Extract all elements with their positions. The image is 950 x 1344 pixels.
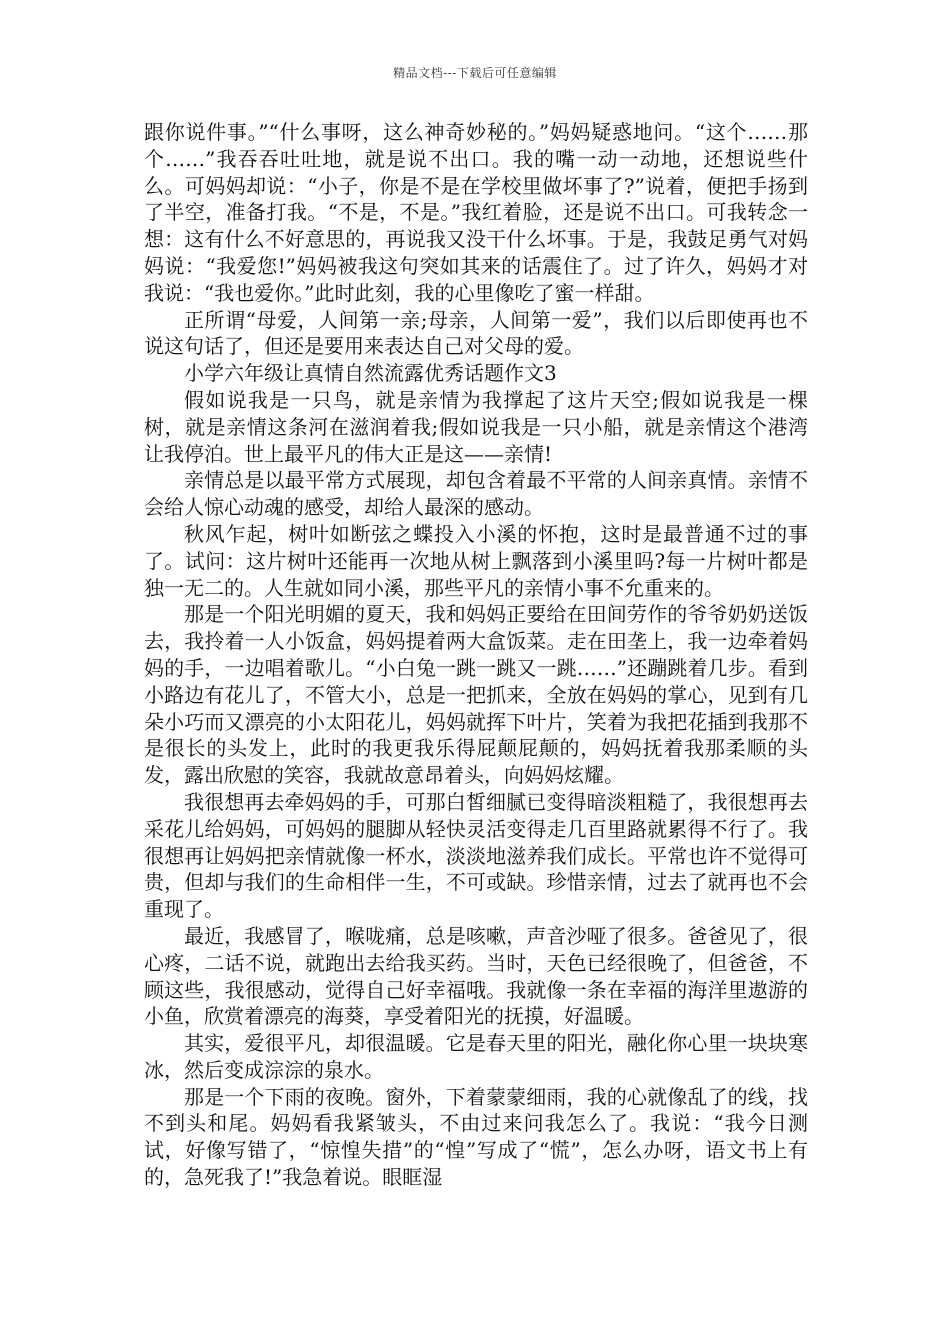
paragraph: 那是一个阳光明媚的夏天，我和妈妈正要给在田间劳作的爷爷奶奶送饭去，我拎着一人小饭盒，妈妈提着两大盒饭菜。走在田垄上，我一边牵着妈妈的手，一边唱着歌儿。“小白兔一跳一跳又一跳……”还蹦跳着几步。看到小路边有花儿了，不管大小，总是一把抓来，全放在妈妈的掌心，见到有几朵小巧而又漂亮的小太阳花儿，妈妈就挥下叶片，笑着为我把花插到我那不是很长的头发上，此时的我更我乐得屁颠屁颠的，妈妈抚着我那柔顺的头发，露出欣慰的笑容，我就故意昂着头，向妈妈炫耀。 bbox=[144, 602, 808, 788]
article-title: 小学六年级让真情自然流露优秀话题作文3 bbox=[184, 361, 557, 386]
paragraph: 那是一个下雨的夜晚。窗外，下着蒙蒙细雨，我的心就像乱了的线，找不到头和尾。妈妈看我紧皱头，不由过来问我怎么了。我说：“我今日测试，好像写错了，“惊惶失措”的“惶”写成了“慌”，怎么办呀，语文书上有的，急死我了!”我急着说。眼眶湿 bbox=[144, 1084, 808, 1190]
paragraph: 最近，我感冒了，喉咙痛，总是咳嗽，声音沙哑了很多。爸爸见了，很心疼，二话不说，就跑出去给我买药。当时，天色已经很晚了，但爸爸，不顾这些，我很感动，觉得自己好幸福哦。我就像一条在幸福的海洋里遨游的小鱼，欣赏着漂亮的海葵，享受着阳光的抚摸，好温暖。 bbox=[144, 923, 808, 1029]
paragraph: 我很想再去牵妈妈的手，可那白皙细腻已变得暗淡粗糙了，我很想再去采花儿给妈妈，可妈妈的腿脚从轻快灵活变得走几百里路就累得不行了。我很想再让妈妈把亲情就像一杯水，淡淡地滋养我们成长。平常也许不觉得可贵，但却与我们的生命相伴一生，不可或缺。珍惜亲情，过去了就再也不会重现了。 bbox=[144, 789, 808, 922]
paragraph: 跟你说件事。”“什么事呀，这么神奇妙秘的。”妈妈疑惑地问。“这个……那个……”我吞吞吐吐地，就是说不出口。我的嘴一动一动地，还想说些什么。可妈妈却说：“小子，你是不是在学校里做坏事了?”说着，便把手扬到了半空，准备打我。“不是，不是。”我红着脸，还是说不出口。可我转念一想：这有什么不好意思的，再说我又没干什么坏事。于是，我鼓足勇气对妈妈说：“我爱您!”妈妈被我这句突如其来的话震住了。过了许久，妈妈才对我说：“我也爱你。”此时此刻，我的心里像吃了蜜一样甜。 bbox=[144, 120, 808, 305]
paragraph: 正所谓“母爱，人间第一亲;母亲，人间第一爱”，我们以后即使再也不说这句话了，但还是要用来表达自己对父母的爱。 bbox=[144, 307, 808, 359]
paragraph: 秋风乍起，树叶如断弦之蝶投入小溪的怀抱，这时是最普通不过的事了。试问：这片树叶还能再一次地从树上飘落到小溪里吗?每一片树叶都是独一无二的。人生就如同小溪，那些平凡的亲情小事不允重来的。 bbox=[144, 521, 808, 600]
page-header: 精品文档---下载后可任意编辑 bbox=[393, 66, 557, 80]
article-body bbox=[144, 119, 808, 1191]
paragraph: 假如说我是一只鸟，就是亲情为我撑起了这片天空;假如说我是一棵树，就是亲情这条河在滋润着我;假如说我是一只小船，就是亲情这个港湾让我停泊。世上最平凡的伟大正是这——亲情! bbox=[144, 387, 808, 466]
paragraph: 其实，爱很平凡，却很温暖。它是春天里的阳光，融化你心里一块块寒冰，然后变成淙淙的泉水。 bbox=[144, 1031, 808, 1082]
paragraph: 亲情总是以最平常方式展现，却包含着最不平常的人间亲真情。亲情不会给人惊心动魂的感受，却给人最深的感动。 bbox=[144, 468, 808, 520]
